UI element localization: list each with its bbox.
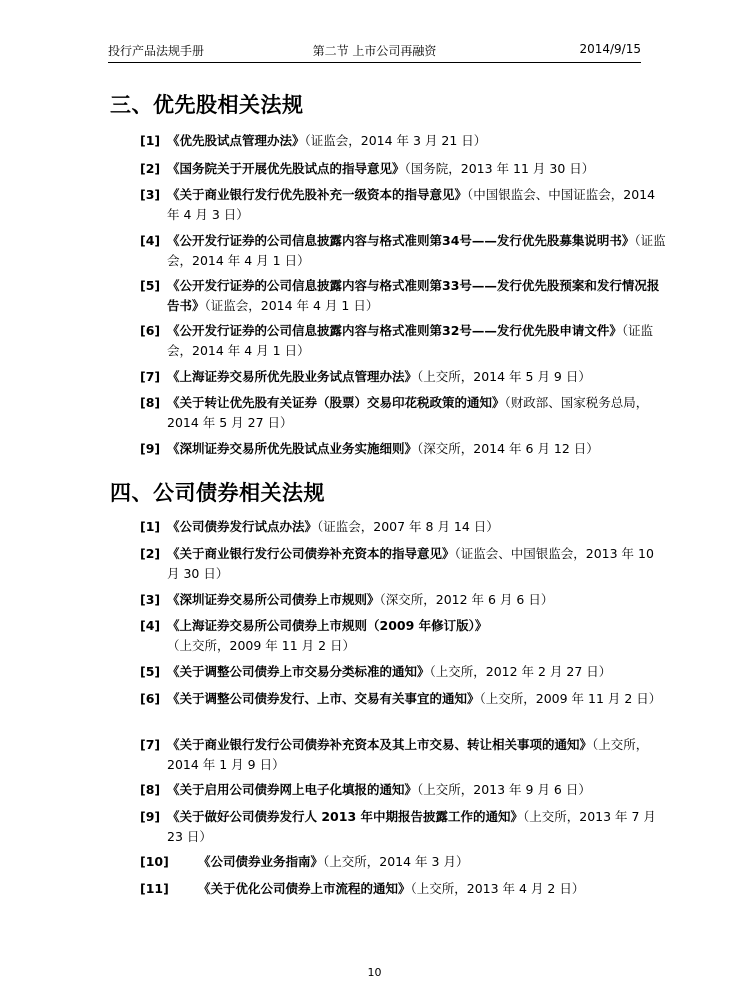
item-number: [1] — [140, 133, 161, 148]
list-item — [140, 735, 667, 775]
item-number: [8] — [140, 395, 161, 410]
list-item — [140, 517, 667, 537]
item-source: （上交所，2013 年 7 月 23 日） — [167, 809, 656, 844]
list-item — [140, 159, 667, 179]
item-number: [9] — [140, 441, 161, 456]
header-section-title: 第二节 上市公司再融资 — [312, 44, 437, 58]
item-title: 《公开发行证券的公司信息披露内容与格式准则第33号——发行优先股预案和发行情况报告书》 — [167, 278, 660, 313]
list-item — [140, 590, 667, 610]
item-number: [5] — [140, 278, 161, 293]
list-item — [140, 807, 667, 847]
item-title: 《深圳证券交易所优先股试点业务实施细则》 — [167, 441, 418, 456]
list-item — [140, 131, 667, 151]
item-title: 《深圳证券交易所公司债券上市规则》 — [167, 592, 380, 607]
item-source: （上交所，2009 年 11 月 2 日） — [479, 691, 662, 706]
item-source: （上交所，2014 年 1 月 9 日） — [167, 737, 649, 772]
header-manual-title: 投行产品法规手册 — [108, 44, 205, 58]
item-source: （国务院，2013 年 11 月 30 日） — [404, 161, 595, 176]
list-item — [140, 231, 667, 271]
item-number: [9] — [140, 809, 161, 824]
list-item — [140, 321, 667, 361]
item-source: （证监会、中国银监会，2013 年 10 月 30 日） — [167, 546, 654, 581]
page-header — [108, 42, 641, 63]
item-title: 《关于启用公司债券网上电子化填报的通知》 — [167, 782, 418, 797]
item-title: 《关于优化公司债券上市流程的通知》 — [198, 881, 411, 896]
header-date: 2014/9/15 — [579, 42, 641, 56]
item-source: （深交所，2012 年 6 月 6 日） — [379, 592, 554, 607]
list-item — [140, 367, 667, 387]
item-number: [2] — [140, 161, 161, 176]
item-source: （证监会，2014 年 3 月 21 日） — [304, 133, 487, 148]
item-number: [1] — [140, 519, 161, 534]
item-number: [8] — [140, 782, 161, 797]
list-item — [140, 852, 667, 872]
item-title: 《优先股试点管理办法》 — [167, 133, 305, 148]
item-source: （证监会，2007 年 8 月 14 日） — [317, 519, 499, 534]
item-title: 《关于做好公司债券发行人 2013 年中期报告披露工作的通知》 — [167, 809, 523, 824]
item-title: 《公开发行证券的公司信息披露内容与格式准则第34号——发行优先股募集说明书》 — [167, 233, 635, 248]
item-title: 《公司债券业务指南》 — [198, 854, 324, 869]
list-item — [140, 276, 667, 316]
item-source: （上交所，2009 年 11 月 2 日） — [167, 638, 356, 653]
section-title-corporate-bonds: 四、公司债券相关法规 — [110, 481, 325, 505]
item-source: （上交所，2013 年 9 月 6 日） — [417, 782, 591, 797]
item-source: （上交所，2014 年 3 月） — [323, 854, 469, 869]
item-number: [2] — [140, 546, 161, 561]
list-item — [140, 185, 667, 225]
item-number: [6] — [140, 691, 161, 706]
item-title: 《上海证券交易所公司债券上市规则（2009 年修订版）》 — [167, 618, 488, 633]
page-number: 10 — [367, 966, 382, 979]
item-number: [5] — [140, 664, 161, 679]
item-source: （财政部、国家税务总局，2014 年 5 月 27 日） — [167, 395, 649, 430]
item-title: 《关于商业银行发行公司债券补充资本及其上市交易、转让相关事项的通知》 — [167, 737, 593, 752]
item-title: 《关于商业银行发行公司债券补充资本的指导意见》 — [167, 546, 455, 561]
list-item — [140, 439, 667, 459]
item-source: （上交所，2012 年 2 月 27 日） — [429, 664, 612, 679]
item-title: 《公开发行证券的公司信息披露内容与格式准则第32号——发行优先股申请文件》 — [167, 323, 622, 338]
item-title: 《关于商业银行发行优先股补充一级资本的指导意见》 — [167, 187, 468, 202]
item-number: [11] — [140, 881, 169, 896]
item-title: 《上海证券交易所优先股业务试点管理办法》 — [167, 369, 418, 384]
item-title: 《关于转让优先股有关证券（股票）交易印花税政策的通知》 — [167, 395, 505, 410]
item-source: （上交所，2013 年 4 月 2 日） — [410, 881, 585, 896]
list-item — [140, 879, 667, 899]
item-source: （中国银监会、中国证监会，2014 年 4 月 3 日） — [167, 187, 656, 222]
item-title: 《公司债券发行试点办法》 — [167, 519, 318, 534]
section-title-preferred-stock: 三、优先股相关法规 — [110, 93, 304, 117]
item-number: [3] — [140, 187, 161, 202]
item-number: [7] — [140, 369, 161, 384]
item-number: [4] — [140, 233, 161, 248]
list-item — [140, 780, 667, 800]
item-number: [7] — [140, 737, 161, 752]
item-source: （上交所，2014 年 5 月 9 日） — [417, 369, 591, 384]
item-number: [3] — [140, 592, 161, 607]
item-title: 《国务院关于开展优先股试点的指导意见》 — [167, 161, 405, 176]
list-item — [140, 689, 667, 709]
item-source: （证监会，2014 年 4 月 1 日） — [167, 323, 654, 358]
item-source: （证监会，2014 年 4 月 1 日） — [204, 298, 379, 313]
item-number: [6] — [140, 323, 161, 338]
item-source: （深交所，2014 年 6 月 12 日） — [417, 441, 599, 456]
item-source: （证监会，2014 年 4 月 1 日） — [167, 233, 666, 268]
item-number: [4] — [140, 618, 161, 633]
list-item — [140, 616, 667, 656]
item-title: 《关于调整公司债券发行、上市、交易有关事宜的通知》 — [167, 691, 480, 706]
item-title: 《关于调整公司债券上市交易分类标准的通知》 — [167, 664, 430, 679]
list-item — [140, 662, 667, 682]
list-item — [140, 544, 667, 584]
item-number: [10] — [140, 854, 169, 869]
list-item — [140, 393, 667, 433]
